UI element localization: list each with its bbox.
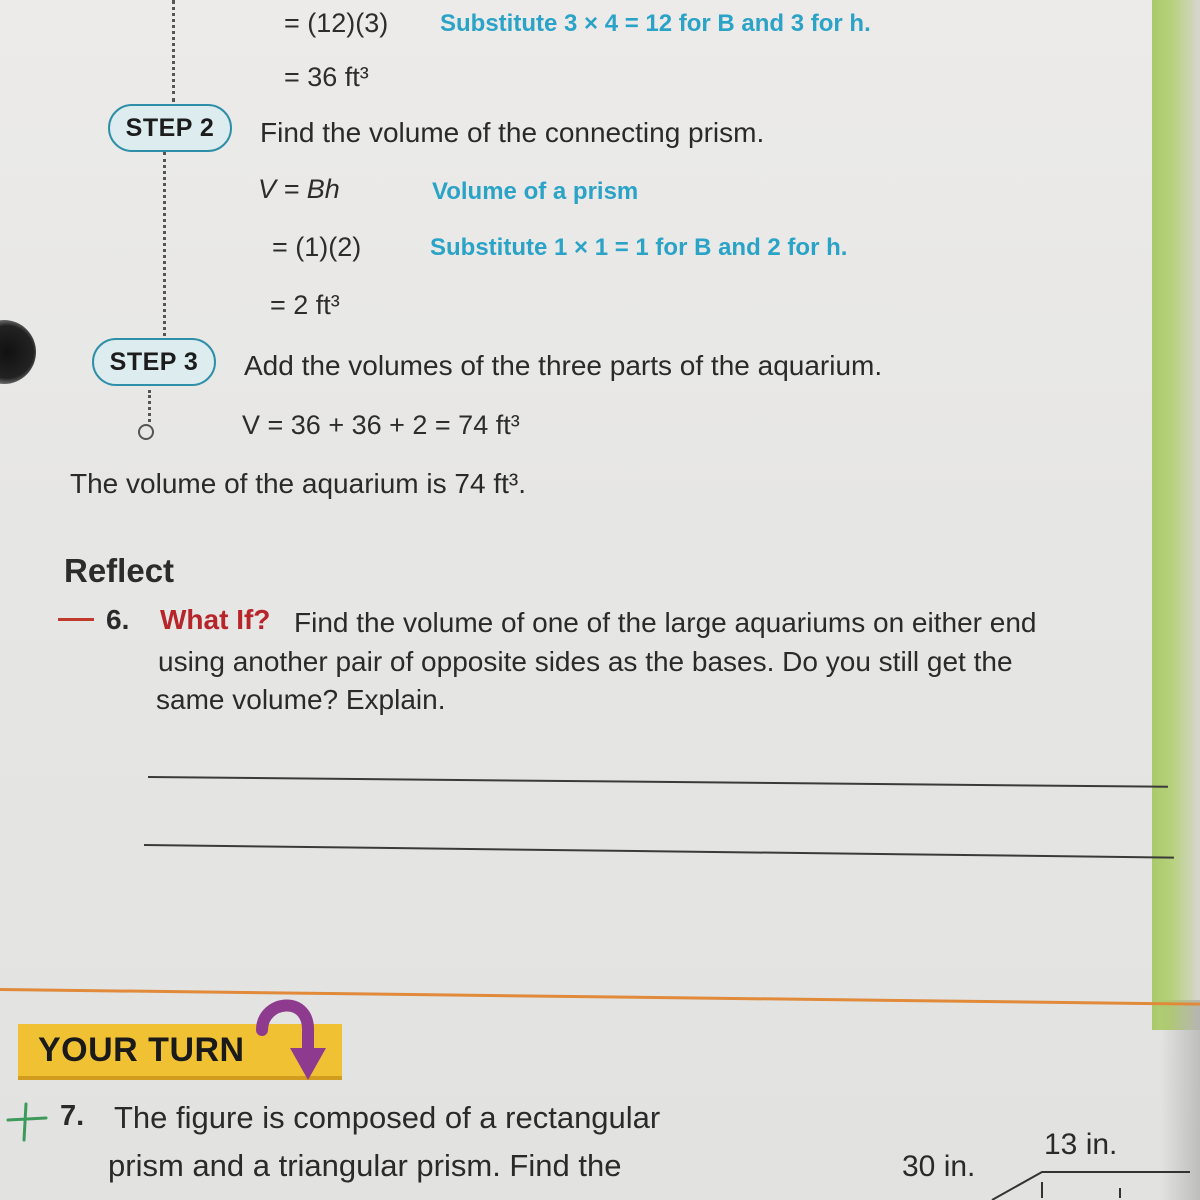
question-7-line1: The figure is composed of a rectangular xyxy=(114,1100,661,1135)
step2-note-line2: Substitute 1 × 1 = 1 for B and 2 for h. xyxy=(430,234,848,261)
binder-hole xyxy=(0,320,36,384)
reflect-heading: Reflect xyxy=(64,552,175,589)
answer-line-1[interactable] xyxy=(148,776,1168,788)
step1-equation-line2: = 36 ft³ xyxy=(284,62,369,92)
question-6-what-if-label: What If? xyxy=(160,604,271,635)
step-connector-dots xyxy=(148,390,151,422)
question-6-line1: Find the volume of one of the large aquariums on either end xyxy=(294,607,1037,638)
step3-equation-line1: V = 36 + 36 + 2 = 74 ft³ xyxy=(242,410,520,440)
handwritten-dash-mark xyxy=(58,618,94,621)
connector-end-circle xyxy=(138,424,154,440)
step3-badge: STEP 3 xyxy=(92,338,216,386)
question-6-number: 6. xyxy=(106,604,130,635)
step3-instruction: Add the volumes of the three parts of the aquarium. xyxy=(244,350,883,381)
page-edge-strip xyxy=(1152,0,1200,1030)
step1-note-line1: Substitute 3 × 4 = 12 for B and 3 for h. xyxy=(440,10,871,37)
step2-note-line1: Volume of a prism xyxy=(432,178,639,205)
prism-figure xyxy=(990,1168,1200,1200)
step2-equation-line3: = 2 ft³ xyxy=(270,290,340,320)
step2-equation-line1: V = Bh xyxy=(258,174,340,204)
your-turn-label: YOUR TURN xyxy=(38,1030,245,1069)
figure-dimension-13in: 13 in. xyxy=(1044,1128,1118,1161)
plus-mark-icon xyxy=(4,1100,48,1144)
step2-badge: STEP 2 xyxy=(108,104,232,152)
step-connector-dots xyxy=(163,152,166,342)
step2-equation-line2: = (1)(2) xyxy=(272,232,362,262)
figure-dimension-30in: 30 in. xyxy=(902,1150,976,1183)
question-7-line2: prism and a triangular prism. Find the xyxy=(108,1148,622,1183)
step-connector-dots xyxy=(172,0,175,102)
conclusion-text: The volume of the aquarium is 74 ft³. xyxy=(70,468,526,499)
step2-instruction: Find the volume of the connecting prism. xyxy=(260,117,765,148)
section-divider xyxy=(0,988,1200,1006)
step1-equation-line1: = (12)(3) xyxy=(284,8,389,38)
question-7-number: 7. xyxy=(60,1100,85,1132)
answer-line-2[interactable] xyxy=(144,844,1174,859)
question-6-line3: same volume? Explain. xyxy=(156,684,446,715)
question-6-line2: using another pair of opposite sides as the bases. Do you still get the xyxy=(158,646,1013,677)
curved-arrow-icon xyxy=(252,990,332,1086)
